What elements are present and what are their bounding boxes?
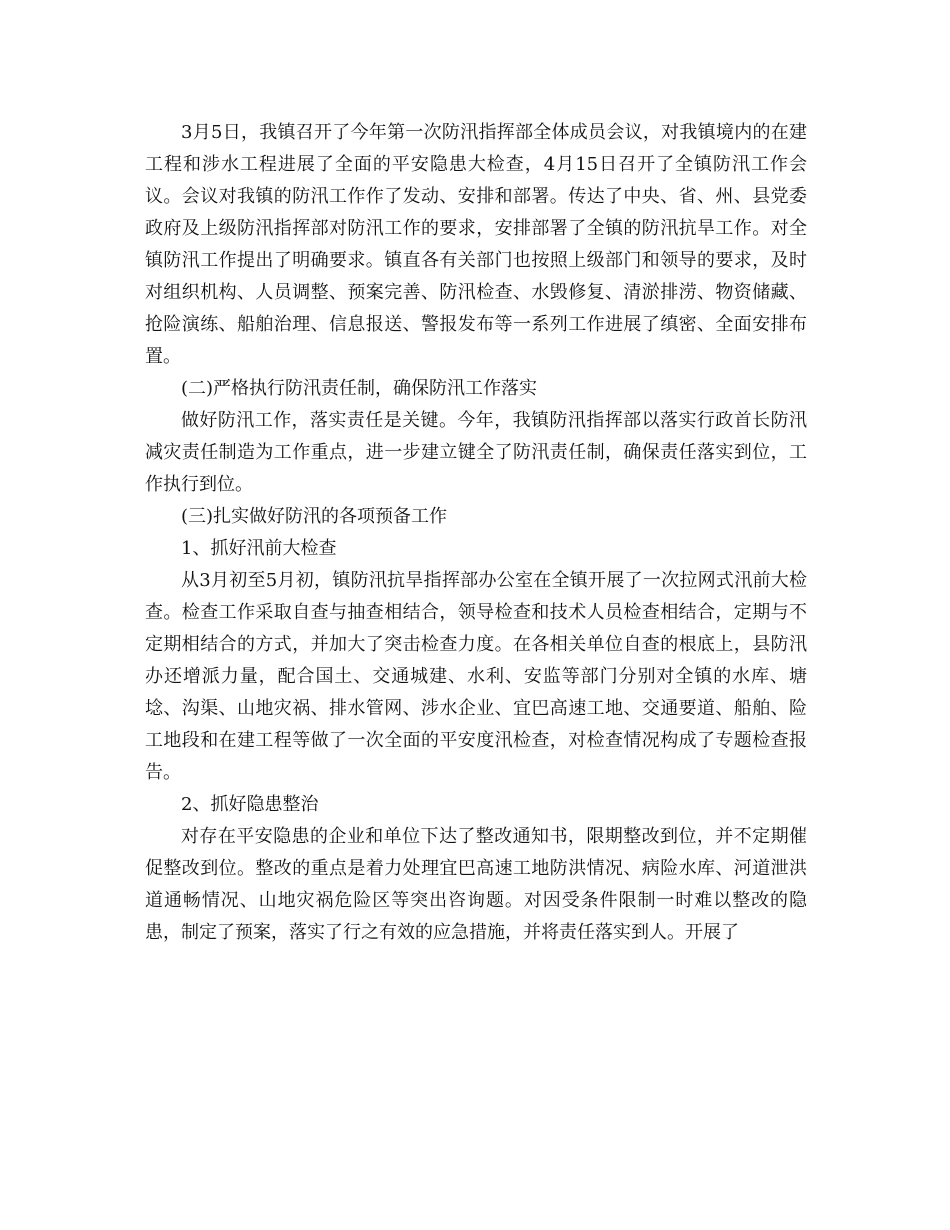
- paragraph-meeting-summary: 3月5日，我镇召开了今年第一次防汛指挥部全体成员会议，对我镇境内的在建工程和涉水工程进展了全面的平安隐患大检查，4月15日召开了全镇防汛工作会议。会议对我镇的防汛工作作了发动、安排和部署。传达了中央、省、州、县党委政府及上级防汛指挥部对防汛工作的要求，安排部署了全镇的防汛抗旱工作。对全镇防汛工作提出了明确要求。镇直各有关部门也按照上级部门和领导的要求，及时对组织机构、人员调整、预案完善、防汛检查、水毁修复、清淤排涝、物资储藏、抢险演练、船舶治理、信息报送、警报发布等一系列工作进展了缜密、全面安排布置。: [145, 122, 807, 367]
- section-heading-responsibility: (二)严格执行防汛责任制，确保防汛工作落实: [181, 378, 538, 399]
- document-body: [145, 117, 807, 949]
- paragraph-inspection: 从3月初至5月初，镇防汛抗旱指挥部办公室在全镇开展了一次拉网式汛前大检查。检查工作采取自查与抽查相结合，领导检查和技术人员检查相结合，定期与不定期相结合的方式，并加大了突击检查力度。在各相关单位自查的根底上，县防汛办还增派力量，配合国土、交通城建、水利、安监等部门分别对全镇的水库、塘埝、沟渠、山地灾祸、排水管网、涉水企业、宜巴高速工地、交通要道、船舶、险工地段和在建工程等做了一次全面的平安度汛检查，对检查情况构成了专题检查报告。: [145, 570, 807, 783]
- section-heading-preparation: (三)扎实做好防汛的各项预备工作: [181, 506, 448, 527]
- paragraph-responsibility: 做好防汛工作，落实责任是关键。今年，我镇防汛指挥部以落实行政首长防汛减灾责任制造为工作重点，进一步建立键全了防汛责任制，确保责任落实到位，工作执行到位。: [145, 410, 807, 495]
- subheading-inspection: 1、抓好汛前大检查: [181, 538, 337, 559]
- paragraph-rectification: 对存在平安隐患的企业和单位下达了整改通知书，限期整改到位，并不定期催促整改到位。整改的重点是着力处理宜巴高速工地防洪情况、病险水库、河道泄洪道通畅情况、山地灾祸危险区等突出咨询题。对因受条件限制一时难以整改的隐患，制定了预案，落实了行之有效的应急措施，并将责任落实到人。开展了: [145, 826, 807, 943]
- subheading-rectification: 2、抓好隐患整治: [181, 794, 319, 815]
